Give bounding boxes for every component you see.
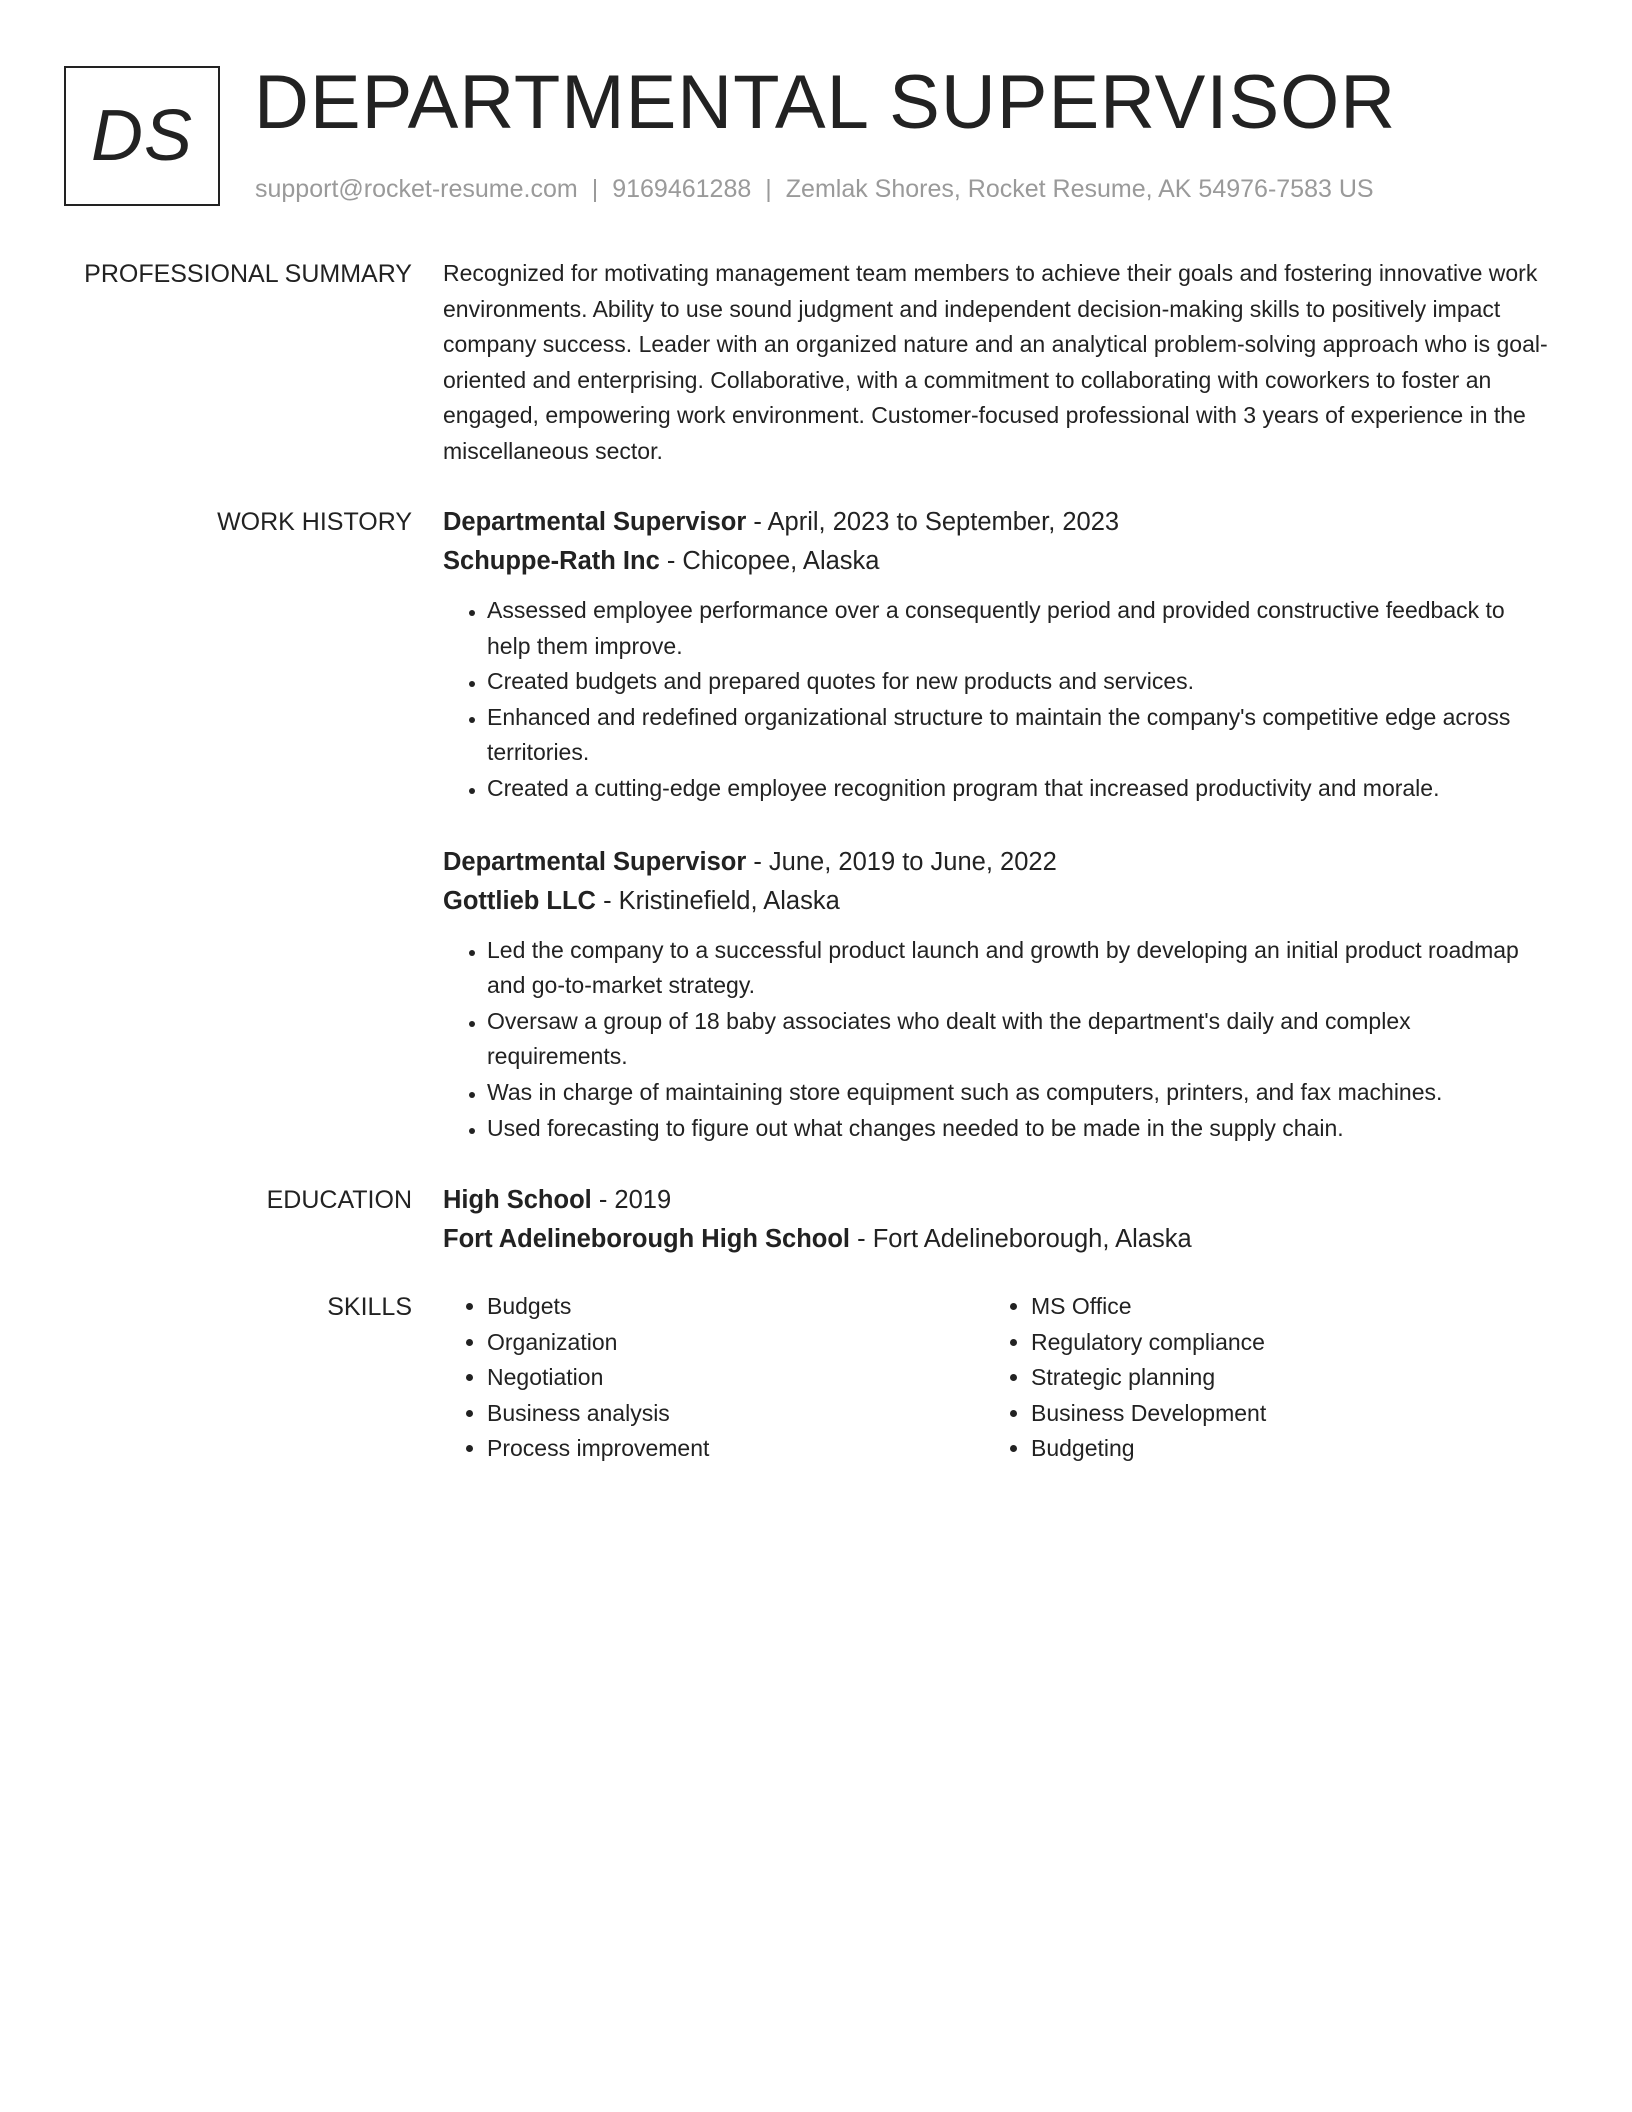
company-location: - Kristinefield, Alaska: [595, 886, 840, 915]
education-degree: High School: [443, 1186, 592, 1214]
job-bullet: • Was in charge of maintaining store equipment such as computers, printers, and fax machines.: [487, 1075, 1553, 1111]
job-bullet: • Enhanced and redefined organizational structure to maintain the company's competitive edge across territories.: [487, 700, 1553, 771]
education-section-label: EDUCATION: [266, 1186, 412, 1214]
skill-item: • Business analysis: [487, 1396, 987, 1432]
summary-section-label: PROFESSIONAL SUMMARY: [84, 260, 412, 288]
skills-list-left: [443, 1289, 987, 1467]
resume-name: DEPARTMENTAL SUPERVISOR: [254, 60, 1397, 145]
skills-list-right: [987, 1289, 1531, 1467]
job-dates: - June, 2019 to June, 2022: [746, 847, 1057, 876]
education-degree-line: [443, 1181, 1553, 1220]
contact-line: [255, 172, 1374, 206]
job-bullet: • Created a cutting-edge employee recognition program that increased productivity and morale.: [487, 771, 1553, 807]
education-section: [443, 1181, 1553, 1259]
job-bullet: • Led the company to a successful product launch and growth by developing an initial product roadmap and go-to-market strategy.: [487, 933, 1553, 1004]
skill-item: • Business Development: [1031, 1396, 1531, 1432]
education-location: - Fort Adelineborough, Alaska: [850, 1225, 1192, 1253]
job-dates: - April, 2023 to September, 2023: [746, 508, 1120, 536]
job-entry: [443, 503, 1553, 807]
skill-item: • Negotiation: [487, 1360, 987, 1396]
work-history-section-label: WORK HISTORY: [217, 508, 412, 536]
job-bullet: • Used forecasting to figure out what changes needed to be made in the supply chain.: [487, 1111, 1553, 1147]
skill-item: • MS Office: [1031, 1289, 1531, 1325]
monogram-logo: DS: [64, 66, 220, 206]
contact-phone: 9169461288: [612, 175, 752, 203]
job-bullet: • Assessed employee performance over a consequently period and provided constructive feedback to help them improve.: [487, 593, 1553, 664]
education-school: Fort Adelineborough High School: [443, 1225, 851, 1253]
education-school-line: [443, 1220, 1553, 1259]
job-title: Departmental Supervisor: [443, 508, 747, 536]
contact-separator: |: [591, 175, 599, 203]
skill-item: • Budgeting: [1031, 1431, 1531, 1467]
skill-item: • Regulatory compliance: [1031, 1325, 1531, 1361]
contact-email: support@rocket-resume.com: [255, 175, 578, 203]
company-location: - Chicopee, Alaska: [659, 547, 880, 575]
job-bullet: • Created budgets and prepared quotes for new products and services.: [487, 664, 1553, 700]
skill-item: • Process improvement: [487, 1431, 987, 1467]
company-name: Schuppe-Rath Inc: [443, 547, 660, 575]
summary-text: Recognized for motivating management team members to achieve their goals and fostering innovative work environments. Ability to use sound judgment and independent decision-making skills to positively impact company success. Leader with an organized nature and an analytical problem-solving approach who is goal-oriented and enterprising. Collaborative, with a commitment to collaborating with coworkers to foster an engaged, empowering work environment. Customer-focused professional with 3 years of experience in the miscellaneous sector.: [443, 260, 1548, 464]
job-bullet: • Oversaw a group of 18 baby associates who dealt with the department's daily and complex requirements.: [487, 1004, 1553, 1075]
job-bullets: [443, 593, 1553, 807]
job-title-line: [443, 843, 1553, 882]
skills-section-label: SKILLS: [327, 1293, 412, 1321]
skills-columns: [443, 1289, 1553, 1467]
skill-item: • Budgets: [487, 1289, 987, 1325]
work-history-section: [443, 503, 1553, 1182]
job-title: Departmental Supervisor: [443, 847, 747, 876]
education-year: - 2019: [591, 1186, 672, 1214]
job-title-line: [443, 503, 1553, 542]
job-bullets: [443, 933, 1553, 1147]
skills-section: [443, 1289, 1553, 1467]
summary-section: [443, 256, 1553, 470]
company-line: [443, 542, 1553, 581]
skill-item: • Strategic planning: [1031, 1360, 1531, 1396]
skill-item: • Organization: [487, 1325, 987, 1361]
company-name: Gottlieb LLC: [443, 886, 596, 915]
contact-address: Zemlak Shores, Rocket Resume, AK 54976-7583 US: [785, 175, 1374, 203]
contact-separator: |: [765, 175, 772, 203]
job-entry: [443, 843, 1553, 1147]
company-line: [443, 882, 1553, 921]
